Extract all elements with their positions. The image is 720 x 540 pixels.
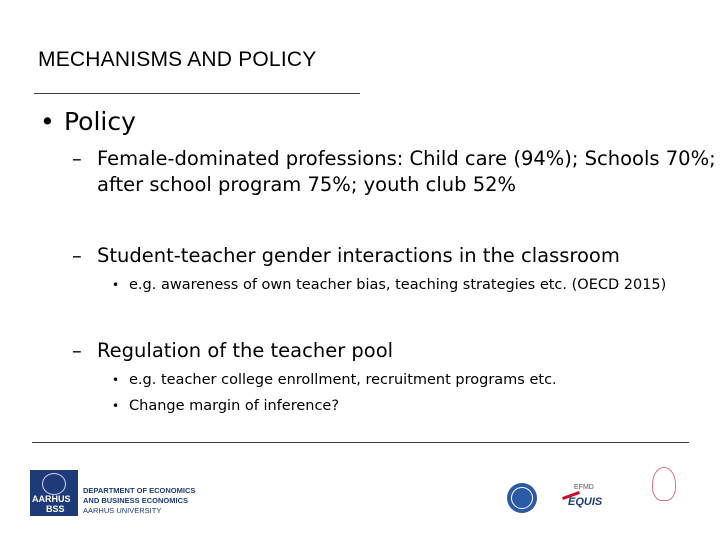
sub-list-item-text: e.g. teacher college enrollment, recruitment programs etc. [129, 372, 557, 388]
emblem-outline [652, 467, 676, 501]
sub-bullet-dot: • [112, 373, 120, 387]
dept-line-2: AND BUSINESS ECONOMICS [83, 496, 189, 505]
logo-text-bss: BSS [46, 504, 65, 514]
bullet-policy [40, 107, 136, 136]
list-item [72, 338, 393, 364]
list-item [72, 243, 620, 269]
dash-marker: – [72, 244, 82, 267]
sub-list-item [112, 277, 666, 293]
sub-list-item [112, 398, 339, 414]
university-seal-icon [42, 473, 66, 495]
title-divider [34, 93, 360, 94]
equis-accreditation-logo [560, 484, 606, 514]
sub-bullet-dot: • [112, 399, 120, 413]
list-item-text: Regulation of the teacher pool [97, 339, 394, 362]
dept-line-3: AARHUS UNIVERSITY [83, 506, 162, 515]
sub-list-item-text: Change margin of inference? [129, 398, 340, 414]
dept-line-1: DEPARTMENT OF ECONOMICS [83, 486, 196, 495]
list-item-text: Student-teacher gender interactions in the classroom [97, 244, 620, 267]
footer-divider [32, 442, 689, 443]
slide-title: MECHANISMS AND POLICY [38, 48, 317, 71]
sub-list-item [112, 372, 557, 388]
efmd-label: EFMD [574, 484, 594, 491]
department-name [83, 486, 195, 516]
dash-marker: – [72, 147, 82, 170]
list-item-text-line2: after school program 75%; youth club 52% [97, 173, 517, 196]
logo-text-aarhus: AARHUS [32, 494, 71, 504]
equis-label: EQUIS [568, 496, 603, 508]
bullet-dot: • [40, 107, 55, 136]
bullet-label: Policy [64, 107, 136, 136]
list-item [72, 146, 716, 198]
dash-marker: – [72, 339, 82, 362]
list-item-text-line1: Female-dominated professions: Child care (94%); Schools 70%; [97, 147, 716, 170]
aarhus-bss-logo [30, 470, 78, 516]
partner-emblem-icon [640, 465, 686, 515]
sub-bullet-dot: • [112, 278, 120, 292]
sub-list-item-text: e.g. awareness of own teacher bias, teaching strategies etc. (OECD 2015) [129, 277, 667, 293]
accreditation-ring [511, 487, 533, 509]
aacsb-accreditation-icon [507, 483, 537, 513]
